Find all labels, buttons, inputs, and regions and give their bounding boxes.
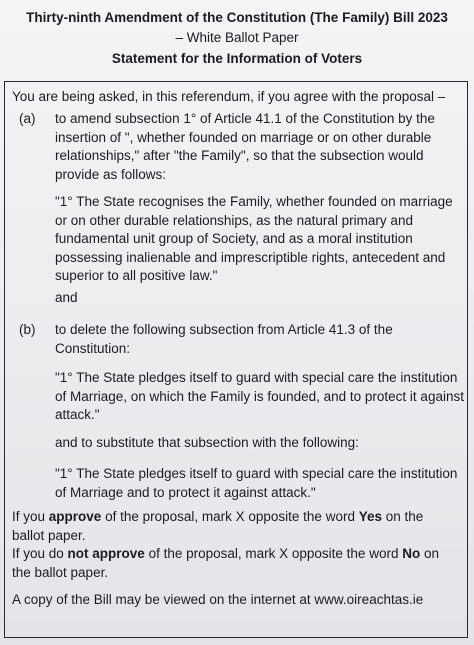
intro-text: You are being asked, in this referendum, if you agree with the proposal – [12,89,446,104]
item-a-marker: (a) [19,111,36,126]
item-b [19,321,467,501]
item-b-quote-new: "1° The State pledges itself to guard with special care the institution of Marriage and to protect it against attack." [55,466,458,500]
item-b-marker: (b) [19,322,36,337]
item-b-quote-deleted: "1° The State pledges itself to guard with special care the institution of Marriage, on which the Family is founded, and to protect it against attack." [55,370,464,422]
no-word: No [402,546,421,561]
bill-title: Thirty-ninth Amendment of the Constitution (The Family) Bill 2023 [26,10,448,25]
ballot-paper-subtitle: – White Ballot Paper [175,30,299,45]
not-approve-word: not approve [67,546,145,561]
reject-instruction: If you do not approve of the proposal, mark X opposite the word No on the ballot paper. [12,546,439,580]
statement-heading: Statement for the Information of Voters [111,51,363,66]
statement-box [4,81,468,638]
item-b-text: to delete the following subsection from Article 41.3 of the Constitution: [55,322,393,356]
item-b-substitute: and to substitute that subsection with the following: [55,435,359,450]
bill-copy-note: A copy of the Bill may be viewed on the internet at www.oireachtas.ie [12,592,424,607]
item-a-and: and [55,290,78,305]
item-a-text: to amend subsection 1° of Article 41.1 of the Constitution by the insertion of ", whether founded on marriage or on other durable relationships," after "the Family", so that the subsection would provide as follows: [55,111,435,182]
approve-word: approve [48,509,102,524]
yes-word: Yes [358,509,382,524]
header [0,8,474,70]
approve-instruction: If you approve of the proposal, mark X opposite the word Yes on the ballot paper. [12,509,424,543]
item-a-quote: "1° The State recognises the Family, whether founded on marriage or on other durable relationships, as the natural primary and fundamental unit group of Society, and as a moral institution possessing inalienable and imprescriptible rights, antecedent and superior to all positive law." [55,194,453,283]
